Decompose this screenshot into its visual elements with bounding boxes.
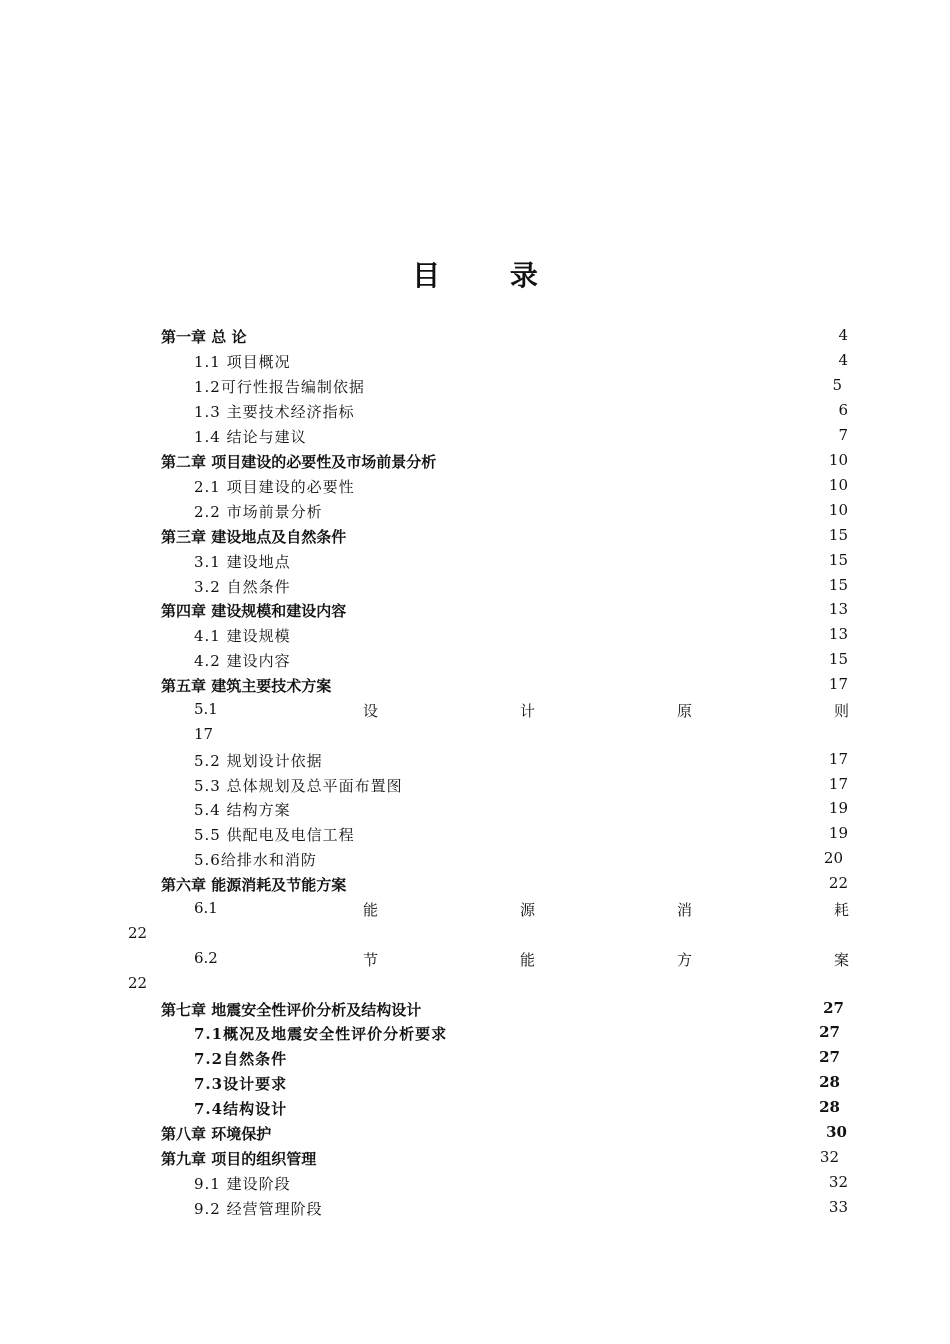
toc-entry[interactable] xyxy=(0,1123,950,1148)
toc-entry[interactable] xyxy=(0,1023,950,1048)
toc-title-char: 源 xyxy=(520,901,536,919)
toc-entry-justified[interactable] xyxy=(0,899,950,924)
toc-page-number: 32 xyxy=(828,1173,848,1191)
toc-title-char: 能 xyxy=(520,951,536,969)
toc-title: 目 录 xyxy=(412,259,568,292)
toc-entry[interactable] xyxy=(0,326,950,351)
toc-title-char: 节 xyxy=(363,951,379,969)
toc-entry[interactable] xyxy=(0,576,950,601)
toc-section-title: 4.2 建设内容 xyxy=(194,652,291,670)
toc-chapter-title: 第二章 项目建设的必要性及市场前景分析 xyxy=(161,453,437,471)
toc-entry[interactable] xyxy=(0,999,950,1024)
toc-title-char: 消 xyxy=(677,901,693,919)
toc-chapter-title: 第七章 地震安全性评价分析及结构设计 xyxy=(161,1001,422,1019)
toc-title-char: 耗 xyxy=(834,901,850,919)
toc-section-title: 2.1 项目建设的必要性 xyxy=(194,478,355,496)
toc-section-title: 1.2可行性报告编制依据 xyxy=(194,378,365,396)
toc-page-number: 13 xyxy=(828,600,848,618)
toc-chapter-title: 第六章 能源消耗及节能方案 xyxy=(161,876,347,894)
toc-entry[interactable] xyxy=(0,625,950,650)
toc-section-title: 5.3 总体规划及总平面布置图 xyxy=(194,777,403,795)
toc-section-title: 7.2自然条件 xyxy=(194,1050,288,1068)
toc-page-number: 10 xyxy=(828,501,848,519)
toc-entry[interactable] xyxy=(0,551,950,576)
toc-page-number: 5 xyxy=(832,376,842,394)
toc-entry[interactable] xyxy=(0,750,950,775)
toc-entry[interactable] xyxy=(0,675,950,700)
toc-page-number: 17 xyxy=(828,675,848,693)
toc-entry[interactable] xyxy=(0,1198,950,1223)
toc-page-number: 10 xyxy=(828,451,848,469)
toc-chapter-title: 第九章 项目的组织管理 xyxy=(161,1150,317,1168)
toc-entry[interactable] xyxy=(0,1173,950,1198)
toc-page-number: 22 xyxy=(128,924,148,942)
toc-section-title: 9.2 经营管理阶段 xyxy=(194,1200,323,1218)
toc-page-number: 28 xyxy=(819,1073,840,1091)
toc-chapter-title: 第四章 建设规模和建设内容 xyxy=(161,602,347,620)
toc-chapter-title: 第五章 建筑主要技术方案 xyxy=(161,677,332,695)
toc-page-number: 17 xyxy=(828,750,848,768)
toc-page-number: 7 xyxy=(838,426,848,444)
toc-section-number: 5.1 xyxy=(194,700,218,718)
toc-page-number: 30 xyxy=(826,1123,847,1141)
toc-entry[interactable] xyxy=(0,1098,950,1123)
toc-entry[interactable] xyxy=(0,799,950,824)
toc-entry[interactable] xyxy=(0,650,950,675)
toc-entry[interactable] xyxy=(0,401,950,426)
toc-page-number: 22 xyxy=(128,974,148,992)
toc-title-char: 计 xyxy=(520,702,536,720)
toc-entry[interactable] xyxy=(0,775,950,800)
toc-entry-justified[interactable] xyxy=(0,949,950,974)
toc-section-title: 2.2 市场前景分析 xyxy=(194,503,323,521)
toc-entry[interactable] xyxy=(0,600,950,625)
toc-page-number: 15 xyxy=(828,576,848,594)
toc-chapter-title: 第一章 总 论 xyxy=(161,328,247,346)
toc-entry[interactable] xyxy=(0,376,950,401)
toc-page-number: 6 xyxy=(838,401,848,419)
toc-page-number: 19 xyxy=(828,824,848,842)
toc-section-title: 5.4 结构方案 xyxy=(194,801,291,819)
toc-page-number: 32 xyxy=(819,1148,839,1166)
toc-section-number: 6.2 xyxy=(194,949,218,967)
toc-title-char: 方 xyxy=(677,951,693,969)
toc-entry[interactable] xyxy=(0,501,950,526)
toc-entry[interactable] xyxy=(0,1073,950,1098)
toc-section-title: 1.3 主要技术经济指标 xyxy=(194,403,355,421)
toc-entry[interactable] xyxy=(0,451,950,476)
toc-page-number: 33 xyxy=(828,1198,848,1216)
toc-page-number: 4 xyxy=(838,326,848,344)
toc-page-number: 15 xyxy=(828,650,848,668)
toc-page-number: 17 xyxy=(828,775,848,793)
toc-section-title: 4.1 建设规模 xyxy=(194,627,291,645)
toc-entry[interactable] xyxy=(0,874,950,899)
toc-section-title: 5.2 规划设计依据 xyxy=(194,752,323,770)
toc-section-title: 7.1概况及地震安全性评价分析要求 xyxy=(194,1025,448,1043)
toc-page-number: 20 xyxy=(823,849,843,867)
toc-title-char: 设 xyxy=(363,702,379,720)
toc-chapter-title: 第八章 环境保护 xyxy=(161,1125,272,1143)
toc-page-number: 22 xyxy=(828,874,848,892)
toc-entry-justified[interactable] xyxy=(0,700,950,725)
toc-section-title: 9.1 建设阶段 xyxy=(194,1175,291,1193)
toc-chapter-title: 第三章 建设地点及自然条件 xyxy=(161,528,347,546)
toc-entry[interactable] xyxy=(0,1148,950,1173)
toc-page-number: 27 xyxy=(819,1048,840,1066)
toc-entry[interactable] xyxy=(0,476,950,501)
toc-section-number: 6.1 xyxy=(194,899,218,917)
toc-page-number: 15 xyxy=(828,551,848,569)
toc-entry[interactable] xyxy=(0,426,950,451)
toc-section-title: 7.3设计要求 xyxy=(194,1075,288,1093)
toc-entry[interactable] xyxy=(0,526,950,551)
toc-title-char: 则 xyxy=(834,702,850,720)
toc-section-title: 1.1 项目概况 xyxy=(194,353,291,371)
toc-page-number: 17 xyxy=(194,725,214,743)
toc-page-number: 15 xyxy=(828,526,848,544)
toc-section-title: 7.4结构设计 xyxy=(194,1100,288,1118)
toc-title-char: 能 xyxy=(363,901,379,919)
toc-page-number: 10 xyxy=(828,476,848,494)
toc-title-char: 原 xyxy=(677,702,693,720)
toc-entry[interactable] xyxy=(0,849,950,874)
toc-page-number: 13 xyxy=(828,625,848,643)
toc-section-title: 3.2 自然条件 xyxy=(194,578,291,596)
toc-page-number: 27 xyxy=(819,1023,840,1041)
toc-section-title: 3.1 建设地点 xyxy=(194,553,291,571)
toc-entry[interactable] xyxy=(0,351,950,376)
toc-section-title: 5.6给排水和消防 xyxy=(194,851,317,869)
toc-page-number: 28 xyxy=(819,1098,840,1116)
toc-entry[interactable] xyxy=(0,824,950,849)
toc-title-char: 案 xyxy=(834,951,850,969)
toc-section-title: 1.4 结论与建议 xyxy=(194,428,307,446)
toc-section-title: 5.5 供配电及电信工程 xyxy=(194,826,355,844)
toc-page-number: 27 xyxy=(823,999,844,1017)
toc-page-number: 4 xyxy=(838,351,848,369)
toc-entry[interactable] xyxy=(0,1048,950,1073)
toc-page-number: 19 xyxy=(828,799,848,817)
